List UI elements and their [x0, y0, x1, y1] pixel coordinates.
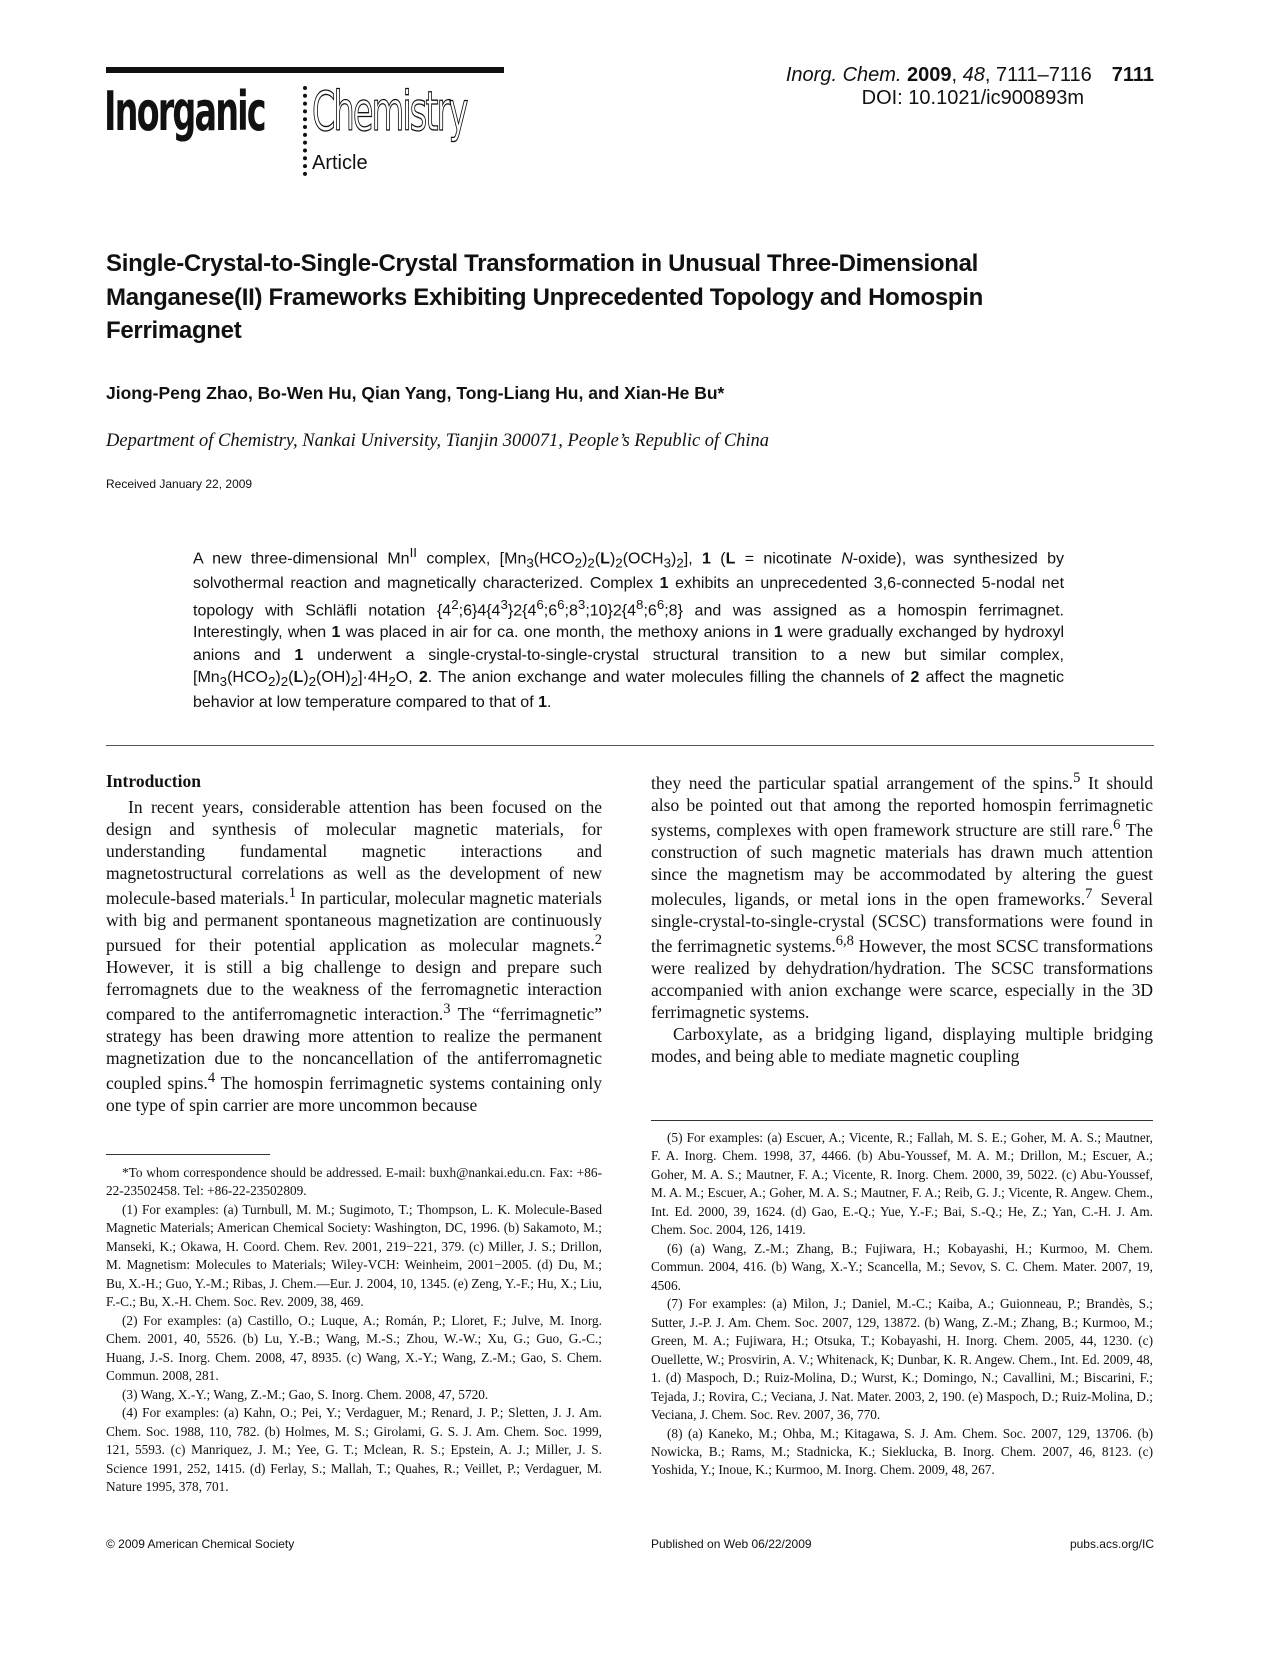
journal-pages: 7111–7116 — [996, 64, 1092, 86]
logo-word-inorganic: Inorganic — [104, 80, 265, 143]
citation-header — [786, 64, 1154, 110]
footnote-8: (8) (a) Kaneko, M.; Ohba, M.; Kitagawa, S. J. Am. Chem. Soc. 2007, 129, 13706. (b) Nowicka, B.; Rams, M.; Stadnicka, K.; Sieklucka, B. Inorg. Chem. 2007, 46, 8123. (c) Yoshida, Y.; Inoue, K.; Kurmoo, M. Inorg. Chem. 2009, 48, 267. — [651, 1425, 1153, 1478]
article-title: Single-Crystal-to-Single-Crystal Transformation in Unusual Three-Dimensional Manganese(II) Frameworks Exhibiting Unprecedented Topology and Homospin Ferrimagnet — [106, 250, 984, 345]
footnote-2: (2) For examples: (a) Castillo, O.; Luque, A.; Román, P.; Lloret, F.; Julve, M. Inorg. Chem. 2001, 40, 5526. (b) Lu, Y.-B.; Wang, M.-S.; Zhou, W.-W.; Xu, G.; Guo, G.-C.; Huang, J.-S. Inorg. Chem. 2008, 47, 8935. (c) Wang, X.-Y.; Wang, Z.-M.; Gao, S. Chem. Commun. 2008, 281. — [106, 1312, 602, 1384]
affiliation: Department of Chemistry, Nankai University, Tianjin 300071, People’s Republic of China — [106, 431, 770, 451]
section-divider — [106, 745, 1154, 746]
footnote-5: (5) For examples: (a) Escuer, A.; Vicente, R.; Fallah, M. S. E.; Goher, M. A. S.; Mautner, F. A. Inorg. Chem. 1998, 37, 4466. (b) Abu-Youssef, M. A. M.; Drillon, M.; Escuer, A.; Goher, M. A. S.; Mautner, F. A.; Vicente, R. Inorg. Chem. 2000, 39, 5022. (c) Abu-Youssef, M. A. M.; Escuer, A.; Goher, M. A. S.; Mautner, F. A.; Reib, G. J.; Vicente, R. Angew. Chem., Int. Ed. 2000, 39, 1624. (d) Gao, E.-Q.; Yue, Y.-F.; Bai, S.-Q.; He, Z.; Yan, C.-H. J. Am. Chem. Soc. 2004, 126, 1419. — [651, 1130, 1153, 1238]
footnotes-left — [106, 1164, 602, 1496]
intro-paragraph-2: Carboxylate, as a bridging ligand, displaying multiple bridging modes, and being able to mediate magnetic coupling — [651, 1023, 1153, 1066]
journal-year: 2009 — [907, 64, 952, 86]
logo-article-label: Article — [312, 152, 368, 174]
footnote-correspondence: *To whom correspondence should be addressed. E-mail: buxh@nankai.edu.cn. Fax: +86-22-23502458. Tel: +86-22-23502809. — [106, 1165, 602, 1199]
authors: Jiong-Peng Zhao, Bo-Wen Hu, Qian Yang, Tong-Liang Hu, and Xian-He Bu* — [106, 383, 725, 403]
footnotes-right — [651, 1129, 1153, 1480]
journal-volume: 48 — [962, 64, 985, 86]
footer-copyright: © 2009 American Chemical Society — [106, 1537, 295, 1551]
page-number: 7111 — [1111, 64, 1154, 86]
footer-published: Published on Web 06/22/2009 — [651, 1537, 812, 1551]
footnote-6: (6) (a) Wang, Z.-M.; Zhang, B.; Fujiwara, H.; Kobayashi, H.; Kurmoo, M. Chem. Commun. 2004, 416. (b) Wang, X.-Y.; Scancella, M.; Sevov, S. C. Chem. Mater. 2007, 19, 4506. — [651, 1240, 1153, 1293]
section-heading-introduction: Introduction — [106, 771, 201, 791]
footnote-3: (3) Wang, X.-Y.; Wang, Z.-M.; Gao, S. Inorg. Chem. 2008, 47, 5720. — [122, 1386, 489, 1402]
received-date: Received January 22, 2009 — [106, 477, 253, 491]
logo-word-chemistry: Chemistry — [312, 80, 467, 143]
body-column-left — [106, 770, 602, 1116]
journal-name: Inorg. Chem. — [785, 64, 902, 86]
doi: DOI: 10.1021/ic900893m — [861, 87, 1084, 109]
logo-rule — [106, 67, 504, 73]
footnote-rule-left — [106, 1154, 270, 1155]
footnote-4: (4) For examples: (a) Kahn, O.; Pei, Y.; Verdaguer, M.; Renard, J. P.; Sletten, J. J. Am. Chem. Soc. 1988, 110, 782. (b) Holmes, M. S.; Girolami, G. S. J. Am. Chem. Soc. 1999, 121, 5593. (c) Manriquez, J. M.; Yee, G. T.; Mclean, R. S.; Epstein, A. J.; Miller, J. S. Science 1991, 252, 1415. (d) Ferlay, S.; Mallah, T.; Quahes, R.; Veillet, P.; Verdaguer, M. Nature 1995, 378, 701. — [106, 1405, 602, 1494]
logo-separator — [303, 86, 307, 176]
intro-paragraph-1-cont: they need the particular spatial arrangement of the spins.$^5$ It should also be pointed out that among the reported homospin ferrimagnetic systems, complexes with open framework structure are still rare.$^6$ The construction of such magnetic materials has drawn much attention since the magnetism may be accommodated by altering the guest molecules, ligands, or metal ions in the open frameworks.$^7$ Several single-crystal-to-single-crystal (SCSC) transformations were found in the ferrimagnetic systems.$^{6,8}$ However, the most SCSC transformations were realized by dehydration/hydration. The SCSC transformations accompanied with anion exchange were scarce, especially in the 3D ferrimagnetic systems. — [651, 770, 1153, 1022]
citation-line: Inorg. Chem. 2009, 48, 7111–7116 7111 — [785, 64, 1154, 86]
intro-paragraph-1: In recent years, considerable attention has been focused on the design and synthesis of molecular magnetic materials, for understanding fundamental magnetic interactions and magnetostructural correlations as well as the development of new molecule-based materials.$^1$ In particular, molecular magnetic materials with big and permanent spontaneous magnetization are continuously pursued for their potential application as molecular magnets.$^2$ However, it is still a big challenge to design and prepare such ferromagnets due to the weakness of the ferromagnetic interaction compared to the antiferromagnetic interaction.$^3$ The “ferrimagnetic” strategy has been drawing more attention to realize the permanent magnetization due to the noncancellation of the antiferromagnetic coupled spins.$^4$ The homospin ferrimagnetic systems containing only one type of spin carrier are more uncommon because — [106, 797, 602, 1115]
footnote-7: (7) For examples: (a) Milon, J.; Daniel, M.-C.; Kaiba, A.; Guionneau, P.; Brandès, S.; Sutter, J.-P. J. Am. Chem. Soc. 2007, 129, 13872. (b) Wang, Z.-M.; Zhang, B.; Kurmoo, M.; Green, M. A.; Fujiwara, H.; Otsuka, T.; Kobayashi, H. Inorg. Chem. 2005, 44, 1230. (c) Ouellette, W.; Prosvirin, A. V.; Whitenack, K; Dunbar, K. R. Angew. Chem., Int. Ed. 2009, 48, 1. (d) Maspoch, D.; Ruiz-Molina, D.; Wurst, K.; Domingo, N.; Cavallini, M.; Biscarini, F.; Tejada, J.; Rovira, C.; Veciana, J. Nat. Mater. 2003, 2, 190. (e) Maspoch, D.; Ruiz-Molina, D.; Veciana, J. Chem. Soc. Rev. 2007, 36, 770. — [651, 1296, 1154, 1423]
body-column-right — [651, 769, 1153, 1067]
footnote-1: (1) For examples: (a) Turnbull, M. M.; Sugimoto, T.; Thompson, L. K. Molecule-Based Magnetic Materials; American Chemical Society: Washington, DC, 1996. (b) Sakamoto, M.; Manseki, K.; Okawa, H. Coord. Chem. Rev. 2001, 219−221, 379. (c) Miller, J. S.; Drillon, M. Magnetism: Molecules to Materials; Wiley-VCH: Weinheim, 2001−2005. (d) Du, M.; Bu, X.-H.; Guo, Y.-M.; Ribas, J. Chem.—Eur. J. 2004, 10, 1345. (e) Zeng, Y.-F.; Hu, X.; Liu, F.-C.; Bu, X.-H. Chem. Soc. Rev. 2009, 38, 469. — [106, 1201, 602, 1310]
abstract: A new three-dimensional $Mn^{II}$ complex, $[Mn_3(HCO_2)_2(L)_2(OCH_3)_2]$, 1 (L = nicotinate N-oxide), was synthesized by solvothermal reaction and magnetically characterized. Complex 1 exhibits an unprecedented 3,6-connected 5-nodal net topology with Schläfli notation $\{4^2;6\}4\{4^3\}2\{4^6;6^6;8^3;10\}2\{4^8;6^6;8\}$ and was assigned as a homospin ferrimagnet. Interestingly, when 1 was placed in air for ca. one month, the methoxy anions in 1 were gradually exchanged by hydroxyl anions and 1 underwent a single-crystal-to-single-crystal structural transition to a new but similar complex, $[Mn_3(HCO_2)_2(L)_2(OH)_2]\cdot 4H_2O$, 2. The anion exchange and water molecules filling the channels of 2 affect the magnetic behavior at low temperature compared to that of 1. — [193, 545, 1065, 711]
footer-url: pubs.acs.org/IC — [1069, 1537, 1154, 1551]
footnote-rule-right — [651, 1120, 1153, 1121]
